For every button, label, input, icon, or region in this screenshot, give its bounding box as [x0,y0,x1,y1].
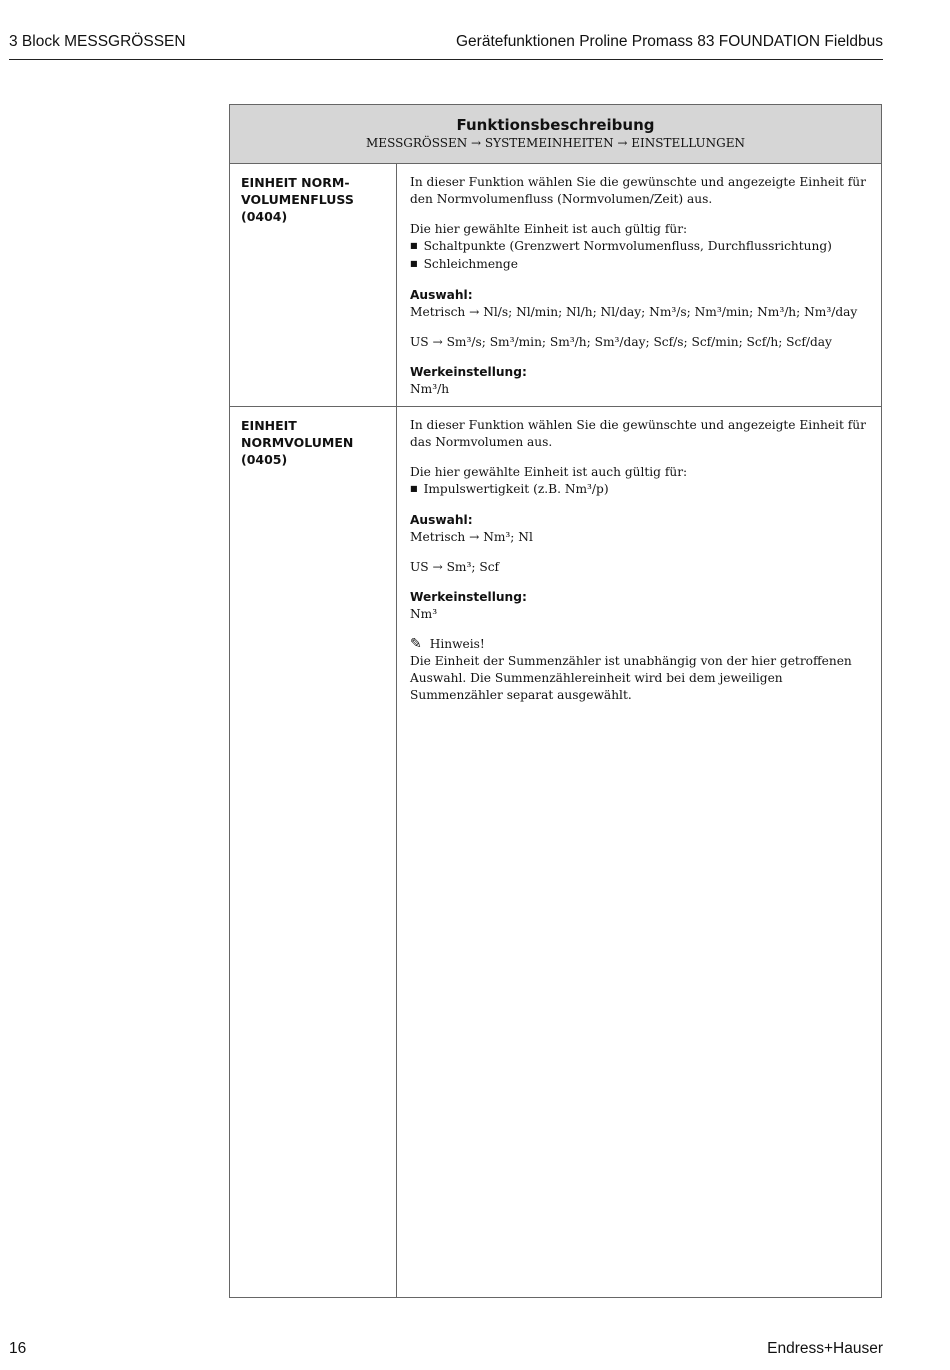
choice-heading: Auswahl: [410,288,473,302]
valid-for-text: Die hier gewählte Einheit ist auch gültig für: [410,222,688,236]
page-number: 16 [9,1340,27,1357]
us-options: US → Sm³/s; Sm³/min; Sm³/h; Sm³/day; Scf/s; Scf/min; Scf/h; Scf/day [410,335,832,349]
label-line: (0404) [241,209,288,224]
bullet-list [410,238,869,274]
function-description [398,164,881,406]
default-heading: Werkeinstellung: [410,590,527,604]
table-row-0405 [230,407,881,1297]
label-line: EINHEIT NORM- [241,175,350,190]
label-line: NORMVOLUMEN [241,435,354,450]
list-item: ■ Schaltpunkte (Grenzwert Normvolumenfluss, Durchflussrichtung) [410,238,869,256]
list-item: ■ Schleichmenge [410,256,869,274]
list-item: ■ Impulswertigkeit (z.B. Nm³/p) [410,481,869,499]
choice-heading: Auswahl: [410,513,473,527]
function-table [229,104,882,1298]
intro-text: In dieser Funktion wählen Sie die gewünschte und angezeigte Einheit für das Normvolumen aus. [410,418,866,449]
note-heading-line [410,636,869,653]
function-label [230,164,397,406]
note-heading: Hinweis! [429,637,485,651]
section-title: 3 Block MESSGRÖSSEN [9,33,186,50]
valid-for-text: Die hier gewählte Einheit ist auch gültig für: [410,465,688,479]
metric-options: Metrisch → Nl/s; Nl/min; Nl/h; Nl/day; Nm³/s; Nm³/min; Nm³/h; Nm³/day [410,305,858,319]
label-line: EINHEIT [241,418,297,433]
default-heading: Werkeinstellung: [410,365,527,379]
table-row-0404 [230,164,881,407]
page-footer [9,1340,883,1358]
default-value: Nm³/h [410,382,450,396]
us-options: US → Sm³; Scf [410,560,500,574]
document-title: Gerätefunktionen Proline Promass 83 FOUNDATION Fieldbus [456,33,883,50]
table-title: Funktionsbeschreibung [456,116,655,134]
function-label [230,407,397,1297]
note-text: Die Einheit der Summenzähler ist unabhängig von der hier getroffenen Auswahl. Die Summenzählereinheit wird bei dem jeweiligen Summenzähler separat ausgewählt. [410,654,852,702]
bullet-list [410,481,869,499]
label-line: VOLUMENFLUSS [241,192,354,207]
intro-text: In dieser Funktion wählen Sie die gewünschte und angezeigte Einheit für den Normvolumenfluss (Normvolumen/Zeit) aus. [410,175,866,206]
label-line: (0405) [241,452,288,467]
metric-options: Metrisch → Nm³; Nl [410,530,533,544]
table-header [230,105,881,164]
menu-path: MESSGRÖSSEN → SYSTEMEINHEITEN → EINSTELLUNGEN [366,136,745,150]
function-description [398,407,881,712]
brand-name: Endress+Hauser [767,1340,883,1357]
pencil-icon: ✎ [410,636,422,652]
default-value: Nm³ [410,607,438,621]
page-header [9,33,883,60]
